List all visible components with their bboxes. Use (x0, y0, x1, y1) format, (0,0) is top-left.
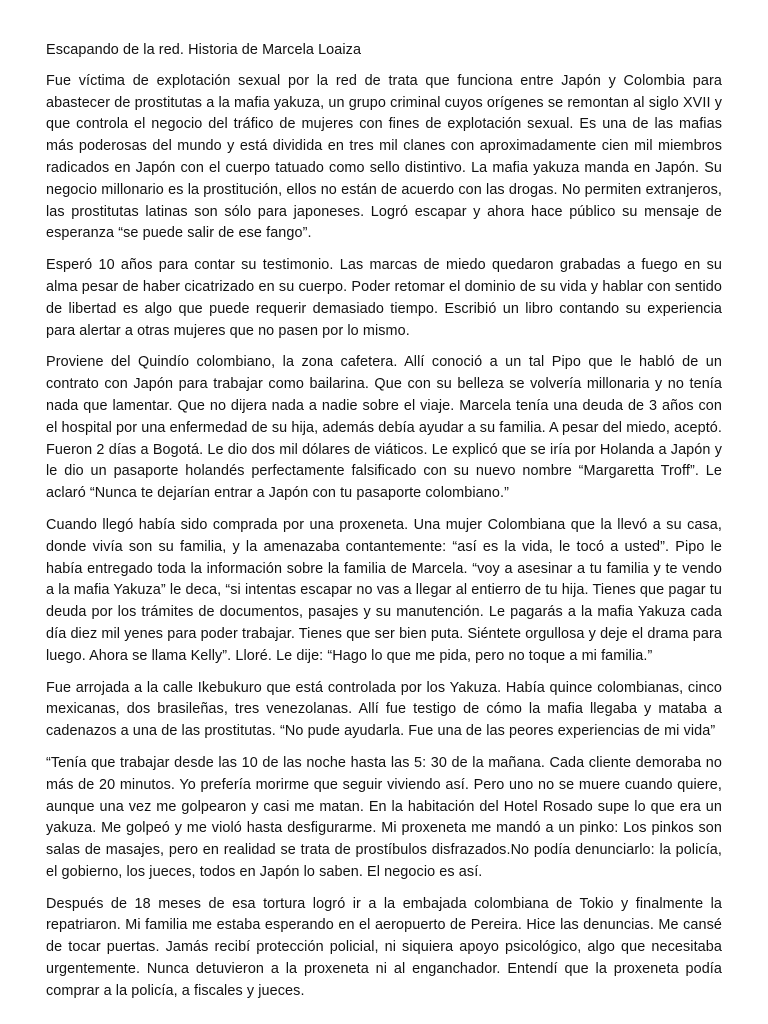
paragraph-4: Cuando llegó había sido comprada por una proxeneta. Una mujer Colombiana que la llevó a su casa, donde vivía son su familia, y la amenazaba contantemente: “así es la vida, le tocó a usted”. Pipo le había entregado toda la información sobre la familia de Marcela. “voy a asesinar a tu familia y te vendo a la mafia Yakuza” le deca, “si intentas escapar no vas a llegar al entierro de tu hija. Tienes que pagar tu deuda por los trámites de documentos, pasajes y su manutención. Le pagarás a la mafia Yakuza cada día diez mil yenes para poder trabajar. Tienes que ser bien puta. Siéntete orgullosa y deje el drama para luego. Ahora se llama Kelly”. Lloré. Le dije: “Hago lo que me pida, pero no toque a mi familia.” (46, 516, 722, 664)
paragraph-2: Esperó 10 años para contar su testimonio. Las marcas de miedo quedaron grabadas a fuego en su alma pesar de haber cicatrizado en su cuerpo. Poder retomar el dominio de su vida y hablar con sentido de libertad es algo que puede requerir demasiado tiempo. Escribió un libro contando su experiencia para alertar a otras mujeres que no pasen por lo mismo. (46, 257, 722, 339)
document-page (46, 40, 722, 1013)
paragraph-5: Fue arrojada a la calle Ikebukuro que está controlada por los Yakuza. Había quince colombianas, cinco mexicanas, dos brasileñas, tres venezolanas. Allí fue testigo de cómo la mafia llegaba y mataba a cadenazos a una de las prostitutas. “No pude ayudarla. Fue una de las peores experiencias de mi vida” (46, 679, 722, 740)
paragraph-3: Proviene del Quindío colombiano, la zona cafetera. Allí conoció a un tal Pipo que le habló de un contrato con Japón para trabajar como bailarina. Que con su belleza se volvería millonaria y no tenía nada que lamentar. Que no dijera nada a nadie sobre el viaje. Marcela tenía una deuda de 3 años con el hospital por una enfermedad de su hija, además debía ayudar a su familia. A pesar del miedo, aceptó. Fueron 2 días a Bogotá. Le dio dos mil dólares de viáticos. Le explicó que se iría por Holanda a Japón y le dio un pasaporte holandés perfectamente falsificado con su nuevo nombre “Margaretta Troff”. Le aclaró “Nunca te dejarían entrar a Japón con tu pasaporte colombiano.” (46, 354, 722, 502)
document-title: Escapando de la red. Historia de Marcela Loaiza (46, 42, 362, 58)
paragraph-1: Fue víctima de explotación sexual por la red de trata que funciona entre Japón y Colombia para abastecer de prostitutas a la mafia yakuza, un grupo criminal cuyos orígenes se remontan al siglo XVII y que controla el negocio del tráfico de mujeres con fines de explotación sexual. Es una de las mafias más poderosas del mundo y está dividida en tres mil clanes con aproximadamente cien mil miembros radicados en Japón con el cuerpo tatuado como sello distintivo. La mafia yakuza manda en Japón. Su negocio millonario es la prostitución, ellos no están de acuerdo con las drogas. No permiten extranjeros, las prostitutas latinas son sólo para japoneses. Logró escapar y ahora hace público su mensaje de esperanza “se puede salir de ese fango”. (46, 72, 722, 242)
paragraph-7: Después de 18 meses de esa tortura logró ir a la embajada colombiana de Tokio y finalmente la repatriaron. Mi familia me estaba esperando en el aeropuerto de Pereira. Hice las denuncias. Me cansé de tocar puertas. Jamás recibí protección policial, ni siquiera apoyo psicológico, algo que necesitaba urgentemente. Nunca detuvieron a la proxeneta ni al enganchador. Entendí que la proxeneta podía comprar a la policía, a fiscales y jueces. (46, 895, 722, 999)
paragraph-6: “Tenía que trabajar desde las 10 de las noche hasta las 5: 30 de la mañana. Cada cliente demoraba no más de 20 minutos. Yo prefería morirme que seguir viviendo así. Pero uno no se muere cuando quiere, aunque una vez me golpearon y casi me matan. En la habitación del Hotel Rosado supe lo que era un yakuza. Me golpeó y me violó hasta desfigurarme. Mi proxeneta me mandó a un pinko: Los pinkos son salas de masajes, pero en realidad se trata de prostíbulos disfrazados.No podía denunciarlo: la policía, el gobierno, los jueces, todos en Japón lo saben. El negocio es así. (46, 754, 722, 880)
